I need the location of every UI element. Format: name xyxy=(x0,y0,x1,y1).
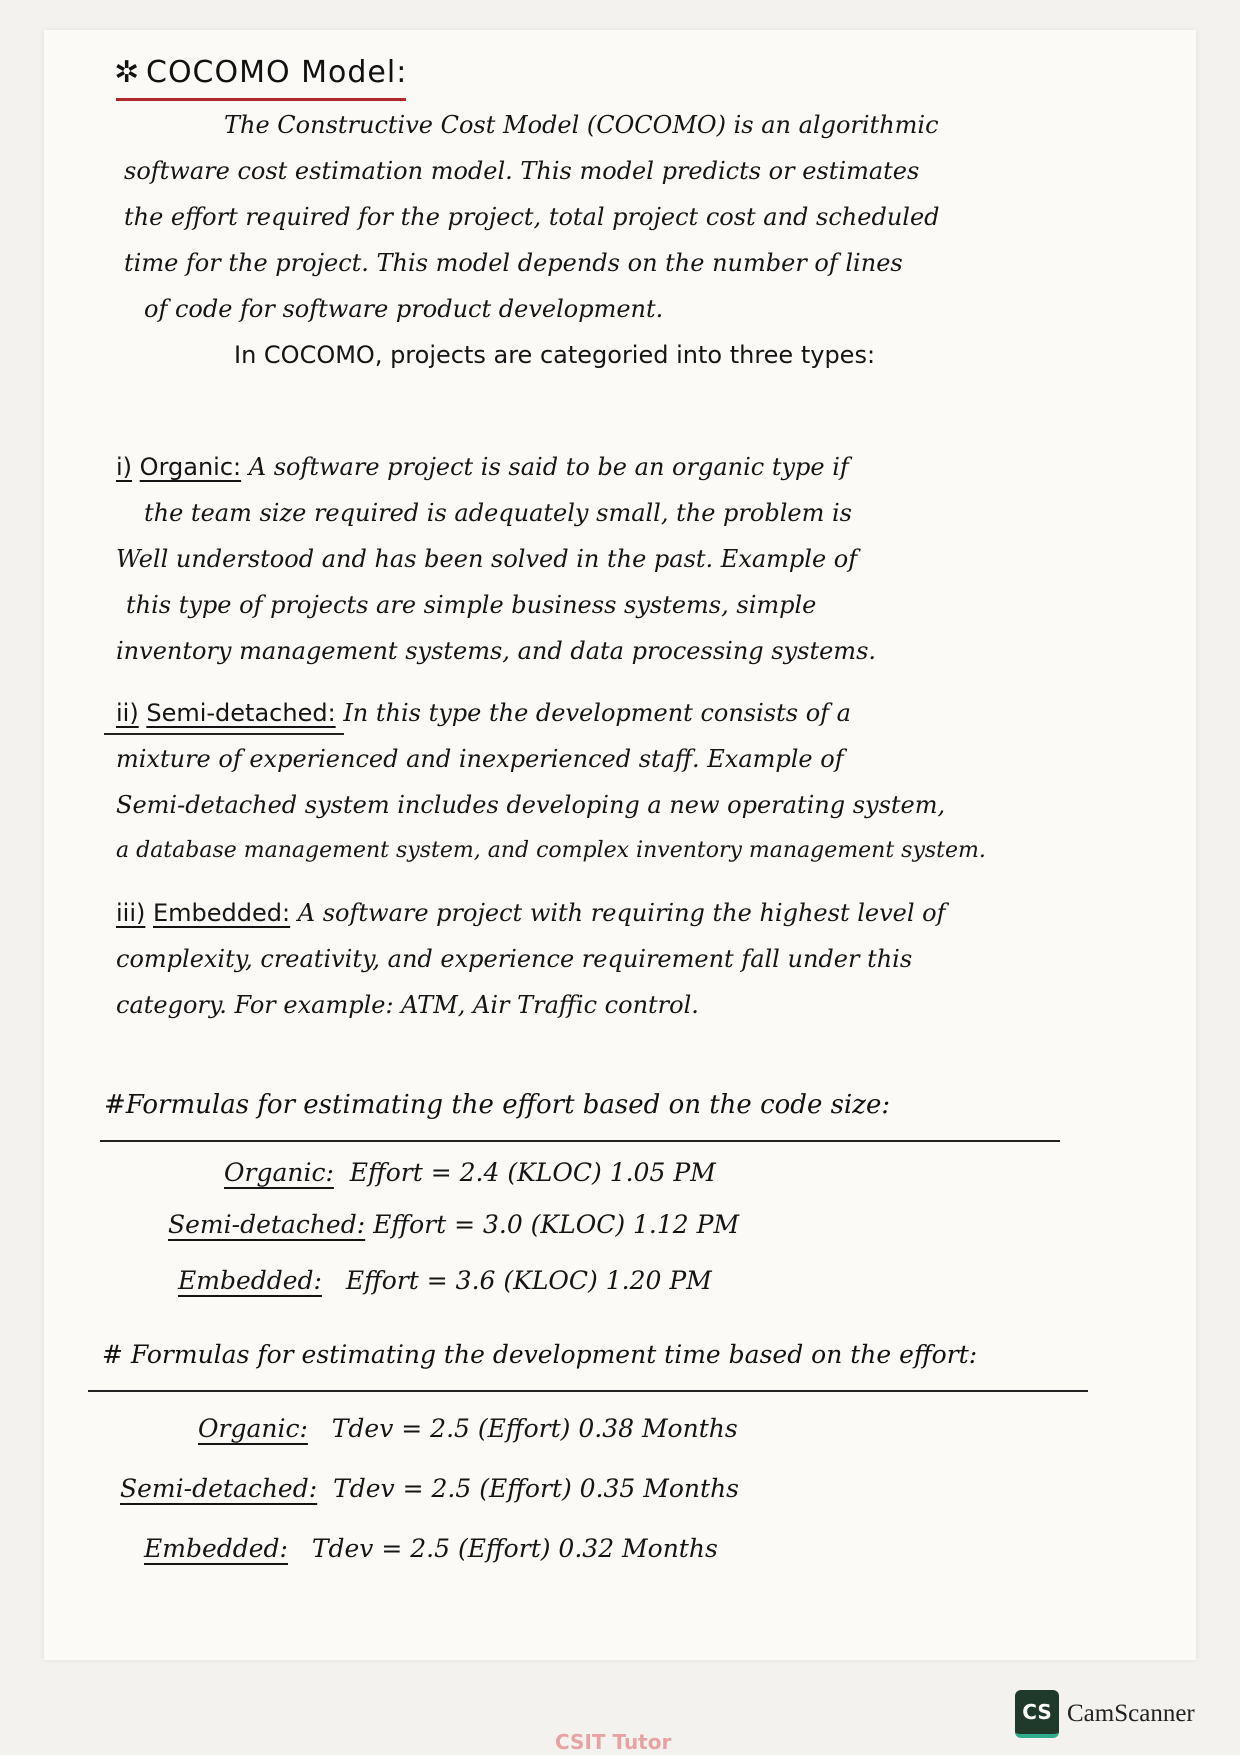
formula-label: Organic: xyxy=(224,1158,334,1187)
effort-formula-organic xyxy=(224,1158,716,1187)
camscanner-name: CamScanner xyxy=(1067,1700,1195,1727)
camscanner-watermark xyxy=(1015,1690,1195,1738)
type-text: A software project with requiring the highest level of xyxy=(297,899,946,927)
intro-line: of code for software product development. xyxy=(144,295,664,323)
type-text: category. For example: ATM, Air Traffic control. xyxy=(116,991,699,1019)
formula-label: Semi-detached: xyxy=(120,1474,318,1503)
type-marker: ii) xyxy=(116,699,139,727)
time-heading: # Formulas for estimating the development time based on the effort: xyxy=(102,1340,978,1369)
type-text: A software project is said to be an organic type if xyxy=(248,453,849,481)
page-title-text: COCOMO Model: xyxy=(146,55,408,90)
formula-label: Embedded: xyxy=(178,1266,322,1295)
time-formula-embedded xyxy=(144,1534,718,1563)
effort-heading: #Formulas for estimating the effort based on the code size: xyxy=(104,1090,891,1120)
intro-line: The Constructive Cost Model (COCOMO) is an algorithmic xyxy=(224,111,939,139)
type-text: Semi-detached system includes developing a new operating system, xyxy=(116,791,946,819)
type-text: mixture of experienced and inexperienced staff. Example of xyxy=(116,745,844,773)
type-name: Semi-detached: xyxy=(146,699,336,727)
intro-line: the effort required for the project, total project cost and scheduled xyxy=(124,203,940,231)
type-text: Well understood and has been solved in the past. Example of xyxy=(116,545,858,573)
type-marker: iii) xyxy=(116,899,146,927)
type-text: a database management system, and complex inventory management system. xyxy=(116,838,986,863)
type-semi-detached xyxy=(116,690,1196,874)
type-organic xyxy=(116,444,1186,674)
type-text: the team size required is adequately small, the problem is xyxy=(144,499,852,527)
notebook-page xyxy=(44,30,1196,1660)
time-heading-rule xyxy=(88,1390,1088,1392)
type-embedded xyxy=(116,890,1196,1028)
type-name: Embedded: xyxy=(153,899,291,927)
title-underline xyxy=(116,98,406,101)
intro-line: time for the project. This model depends on the number of lines xyxy=(124,249,903,277)
camscanner-logo-icon: CS xyxy=(1015,1690,1059,1738)
type-text: complexity, creativity, and experience requirement fall under this xyxy=(116,945,913,973)
formula-expression: Effort = 3.0 (KLOC) 1.12 PM xyxy=(373,1210,740,1239)
semi-detached-underline xyxy=(104,733,344,735)
type-name: Organic: xyxy=(139,453,242,481)
intro-paragraph xyxy=(124,102,1184,378)
star-bullet-icon: ✲ xyxy=(114,55,141,90)
formula-expression: Tdev = 2.5 (Effort) 0.32 Months xyxy=(311,1534,718,1563)
type-text: this type of projects are simple business systems, simple xyxy=(126,591,817,619)
formula-expression: Tdev = 2.5 (Effort) 0.38 Months xyxy=(331,1414,738,1443)
type-marker: i) xyxy=(116,453,133,481)
effort-heading-rule xyxy=(100,1140,1060,1142)
types-intro: In COCOMO, projects are categoried into three types: xyxy=(234,341,876,369)
type-text: In this type the development consists of a xyxy=(343,699,851,727)
formula-expression: Tdev = 2.5 (Effort) 0.35 Months xyxy=(333,1474,740,1503)
formula-expression: Effort = 3.6 (KLOC) 1.20 PM xyxy=(345,1266,712,1295)
effort-formula-semi-detached xyxy=(168,1210,739,1239)
effort-formula-embedded xyxy=(178,1266,712,1295)
time-formula-organic xyxy=(198,1414,738,1443)
intro-line: software cost estimation model. This model predicts or estimates xyxy=(124,157,920,185)
page-title xyxy=(114,55,407,90)
type-text: inventory management systems, and data processing systems. xyxy=(116,637,877,665)
footer-watermark: CSIT Tutor xyxy=(555,1730,672,1754)
time-formula-semi-detached xyxy=(120,1474,739,1503)
formula-label: Embedded: xyxy=(144,1534,288,1563)
formula-expression: Effort = 2.4 (KLOC) 1.05 PM xyxy=(349,1158,716,1187)
formula-label: Organic: xyxy=(198,1414,308,1443)
formula-label: Semi-detached: xyxy=(168,1210,366,1239)
